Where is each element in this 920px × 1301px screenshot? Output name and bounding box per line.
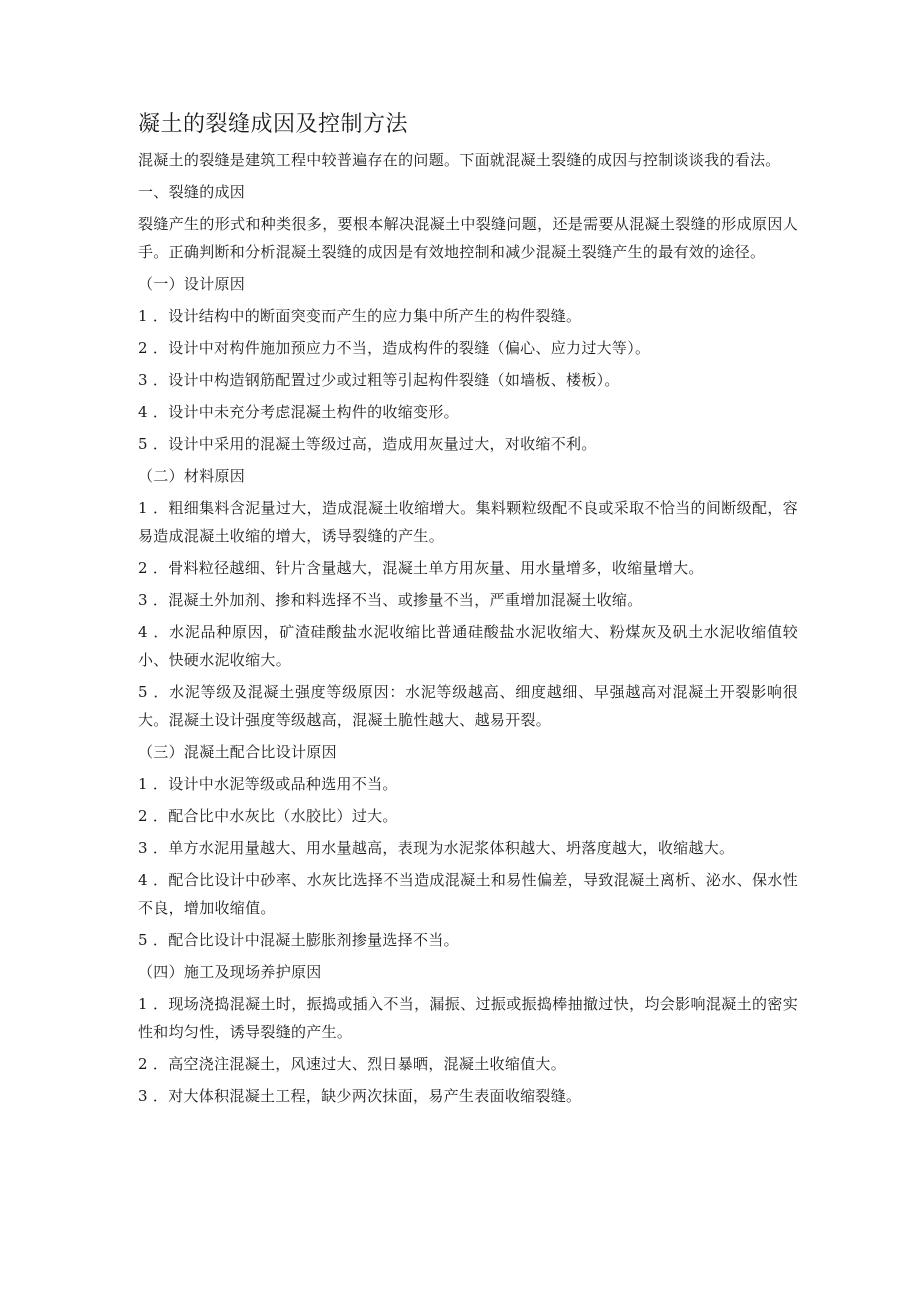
document-page	[138, 110, 798, 1114]
material-item: 3 ．混凝土外加剂、掺和料选择不当、或掺量不当，严重增加混凝土收缩。	[138, 591, 643, 609]
section-heading-causes: 一、裂缝的成因	[138, 183, 246, 201]
material-item: 1 ．粗细集料含泥量过大，造成混凝土收缩增大。集料颗粒级配不良或采取不恰当的间断级配，容易造成混凝土收缩的增大，诱导裂缝的产生。	[138, 499, 798, 545]
design-item: 3 ．设计中构造钢筋配置过少或过粗等引起构件裂缝（如墙板、楼板）。	[138, 371, 620, 389]
design-item: 4 ．设计中未充分考虑混凝土构件的收缩变形。	[138, 403, 459, 421]
causes-paragraph: 裂缝产生的形式和种类很多，要根本解决混凝土中裂缝问题，还是需要从混凝土裂缝的形成原因人手。正确判断和分析混凝土裂缝的成因是有效地控制和减少混凝土裂缝产生的最有效的途径。	[138, 215, 798, 261]
material-item: 5 ．水泥等级及混凝土强度等级原因：水泥等级越高、细度越细、早强越高对混凝土开裂影响很大。混凝土设计强度等级越高，混凝土脆性越大、越易开裂。	[138, 683, 798, 729]
construction-item: 1 ．现场浇捣混凝土时，振捣或插入不当，漏振、过振或振捣棒抽撤过快，均会影响混凝土的密实性和均匀性，诱导裂缝的产生。	[138, 995, 798, 1041]
mix-item: 4 ．配合比设计中砂率、水灰比选择不当造成混凝土和易性偏差，导致混凝土离析、泌水、保水性不良，增加收缩值。	[138, 871, 798, 917]
design-item: 1 ．设计结构中的断面突变而产生的应力集中所产生的构件裂缝。	[138, 307, 582, 325]
mix-item: 1 ．设计中水泥等级或品种选用不当。	[138, 775, 398, 793]
construction-item: 3 ．对大体积混凝土工程，缺少两次抹面，易产生表面收缩裂缝。	[138, 1087, 582, 1105]
design-item: 5 ．设计中采用的混凝土等级过高，造成用灰量过大，对收缩不利。	[138, 435, 597, 453]
document-title: 凝土的裂缝成因及控制方法	[138, 112, 409, 137]
subsection-heading-construction: （四）施工及现场养护原因	[138, 963, 322, 981]
intro-paragraph: 混凝土的裂缝是建筑工程中较普遍存在的问题。下面就混凝土裂缝的成因与控制谈谈我的看法。	[138, 151, 781, 169]
material-item: 2 ．骨料粒径越细、针片含量越大，混凝土单方用灰量、用水量增多，收缩量增大。	[138, 559, 704, 577]
mix-item: 2 ．配合比中水灰比（水胶比）过大。	[138, 807, 398, 825]
subsection-heading-design: （一）设计原因	[138, 275, 246, 293]
mix-item: 3 ．单方水泥用量越大、用水量越高，表现为水泥浆体积越大、坍落度越大，收缩越大。	[138, 839, 735, 857]
mix-item: 5 ．配合比设计中混凝土膨胀剂掺量选择不当。	[138, 931, 459, 949]
subsection-heading-material: （二）材料原因	[138, 467, 246, 485]
subsection-heading-mix: （三）混凝土配合比设计原因	[138, 743, 337, 761]
material-item: 4 ．水泥品种原因，矿渣硅酸盐水泥收缩比普通硅酸盐水泥收缩大、粉煤灰及矾土水泥收缩值较小、快硬水泥收缩大。	[138, 623, 798, 669]
design-item: 2 ．设计中对构件施加预应力不当，造成构件的裂缝（偏心、应力过大等）。	[138, 339, 651, 357]
construction-item: 2 ．高空浇注混凝土，风速过大、烈日暴晒，混凝土收缩值大。	[138, 1055, 567, 1073]
